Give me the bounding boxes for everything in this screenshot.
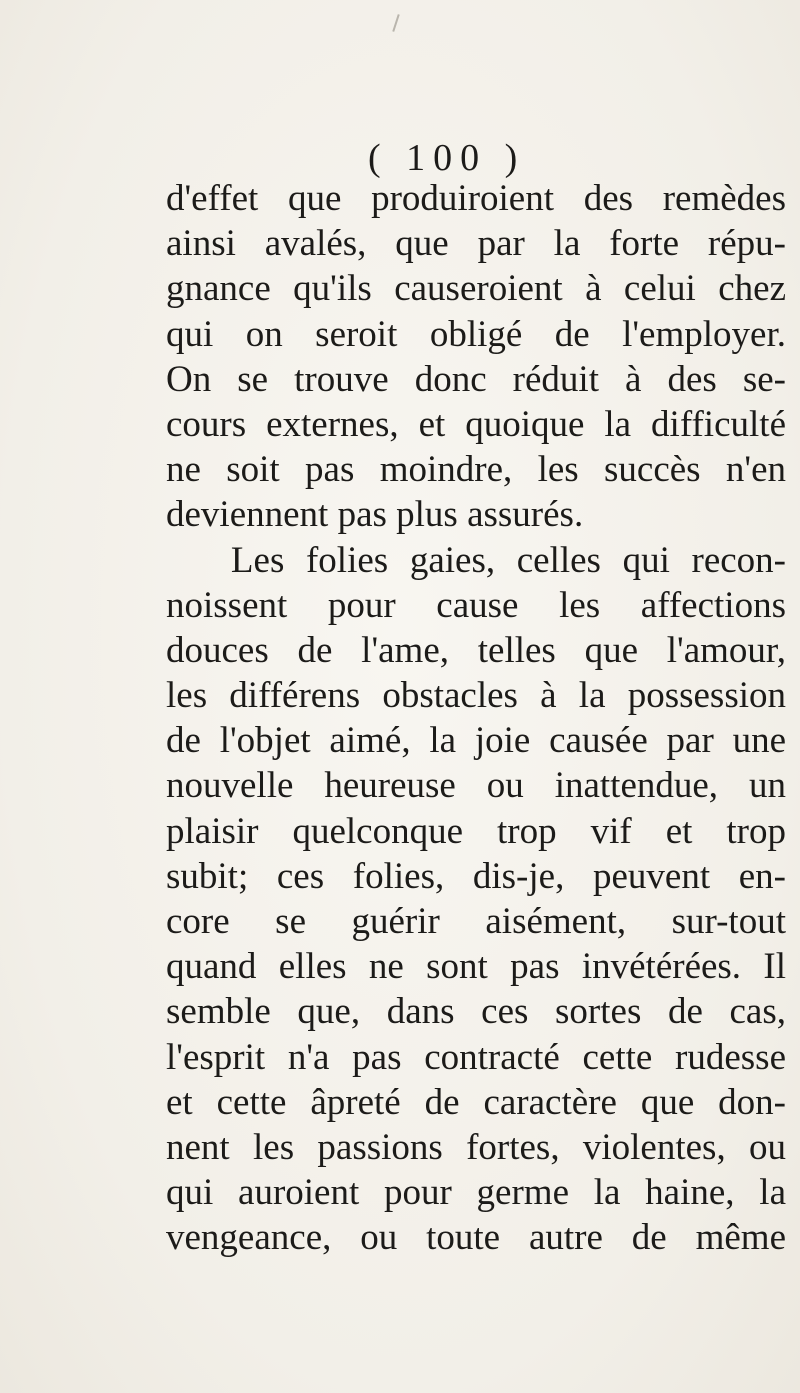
- text-line: On se trouve donc réduit à des se-: [166, 358, 786, 400]
- text-line: gnance qu'ils causeroient à celui chez: [166, 268, 786, 310]
- text-line: deviennent pas plus assurés.: [166, 494, 584, 536]
- text-line: quand elles ne sont pas invétérées. Il: [166, 946, 786, 988]
- text-line: core se guérir aisément, sur-tout: [166, 901, 786, 942]
- text-line: ne soit pas moindre, les succès n'en: [166, 449, 786, 491]
- text-line: de l'objet aimé, la joie causée par une: [166, 720, 786, 762]
- body-text: [166, 176, 786, 1261]
- text-line: cours externes, et quoique la difficulté: [166, 403, 786, 445]
- text-line: qui auroient pour germe la haine, la: [166, 1172, 786, 1214]
- text-line: semble que, dans ces sortes de cas,: [166, 991, 786, 1033]
- text-line: les différens obstacles à la possession: [166, 675, 786, 717]
- text-line: nouvelle heureuse ou inattendue, un: [166, 765, 786, 807]
- text-line: Les folies gaies, celles qui recon-: [166, 539, 786, 581]
- text-line: noissent pour cause les affections: [166, 584, 786, 626]
- text-line: l'esprit n'a pas contracté cette rudesse: [166, 1036, 786, 1078]
- text-line: et cette âpreté de caractère que don-: [166, 1081, 786, 1123]
- page-number: ( 100 ): [368, 137, 526, 179]
- text-line: d'effet que produiroient des remèdes: [166, 178, 786, 219]
- stray-ink-mark: [392, 14, 399, 32]
- text-line: nent les passions fortes, violentes, ou: [166, 1126, 786, 1168]
- text-line: douces de l'ame, telles que l'amour,: [166, 629, 786, 671]
- text-line: qui on seroit obligé de l'employer.: [166, 313, 786, 355]
- text-line: plaisir quelconque trop vif et trop: [166, 810, 786, 852]
- text-line: subit; ces folies, dis-je, peuvent en-: [166, 855, 786, 897]
- text-line: ainsi avalés, que par la forte répu-: [166, 223, 786, 265]
- text-line: vengeance, ou toute autre de même: [166, 1217, 786, 1259]
